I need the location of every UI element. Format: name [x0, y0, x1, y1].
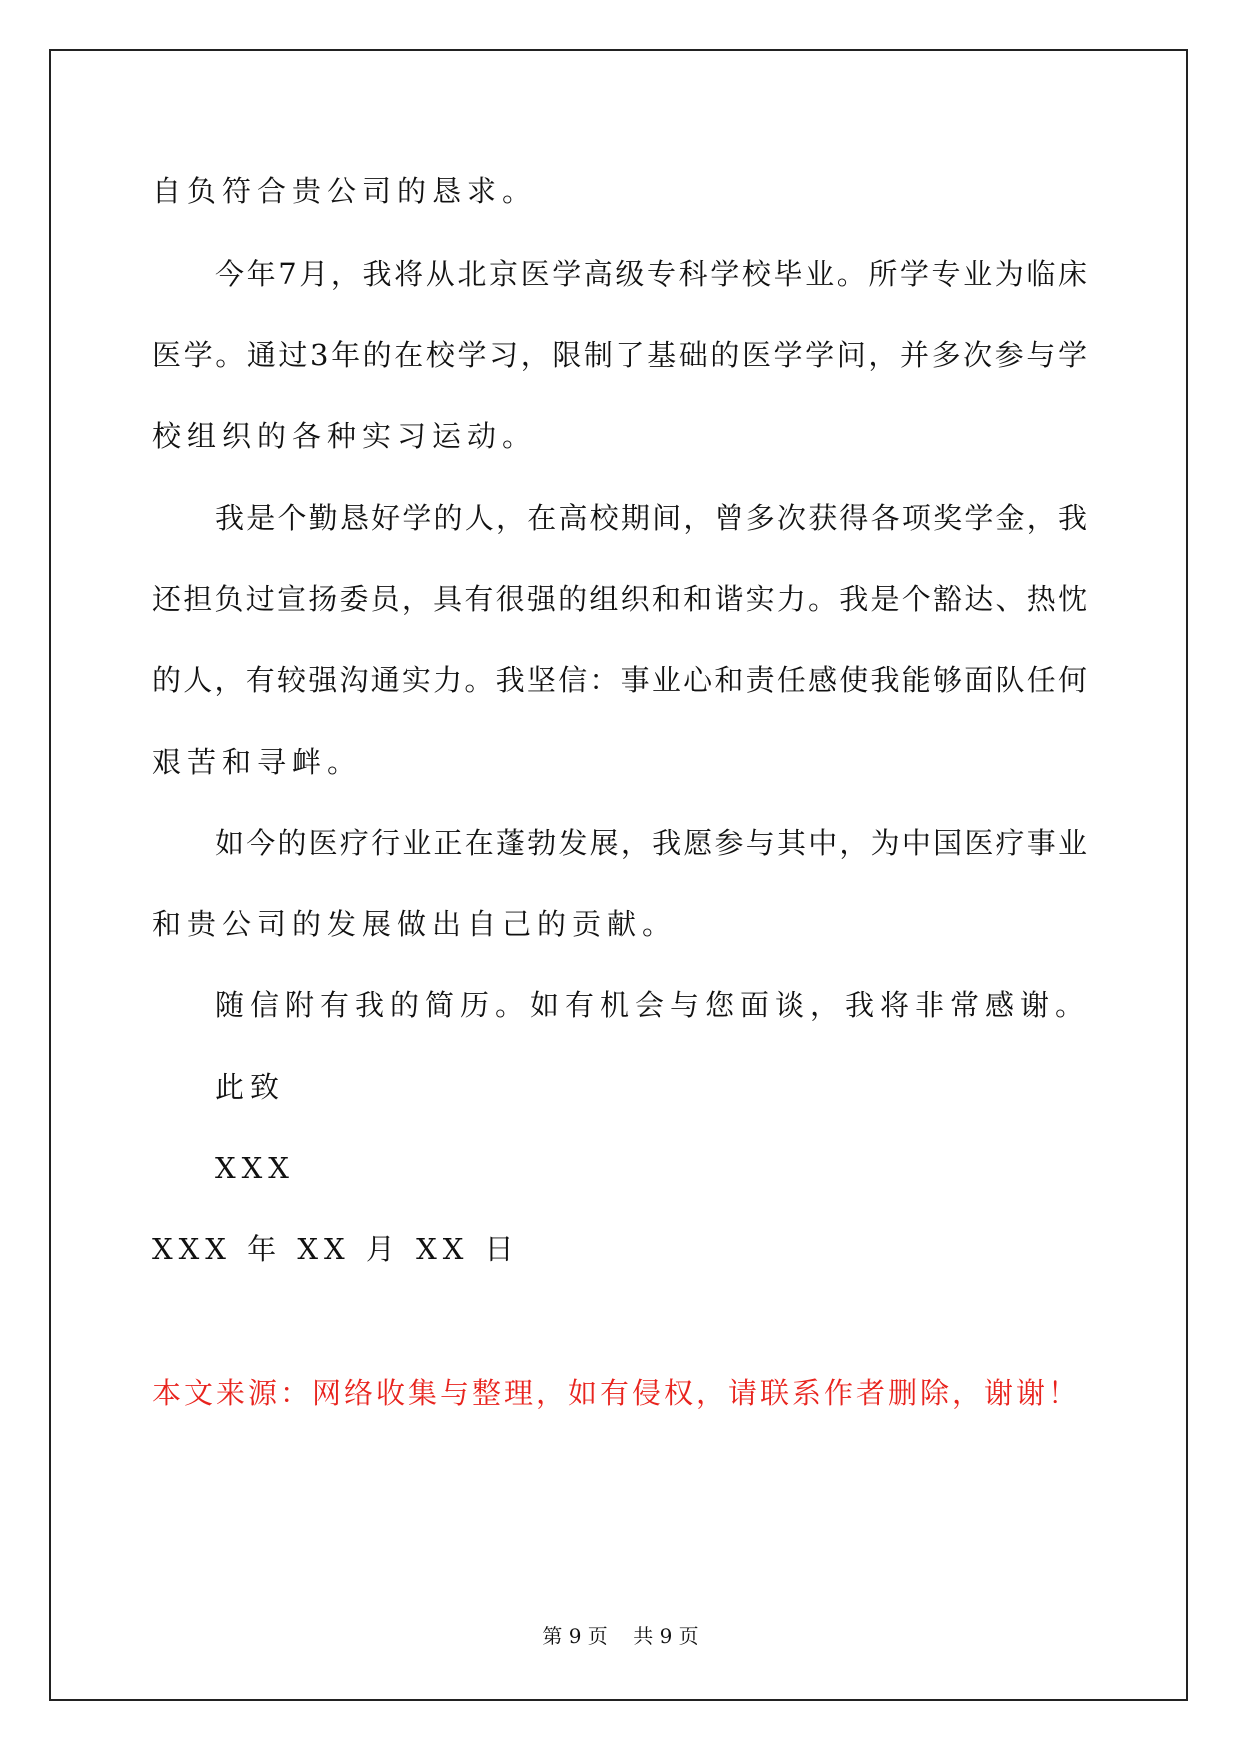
body-line-7: 的人，有较强沟通实力。我坚信：事业心和责任感使我能够面队任何	[152, 663, 1087, 697]
body-line-1: 自负符合贵公司的恳求。	[152, 174, 538, 208]
body-line-3: 医学。通过3年的在校学习，限制了基础的医学学问，并多次参与学	[152, 338, 1087, 372]
body-line-10: 和贵公司的发展做出自己的贡献。	[152, 907, 678, 941]
body-line-6: 还担负过宣扬委员，具有很强的组织和和谐实力。我是个豁达、热忱	[152, 582, 1087, 616]
page-border	[49, 49, 1188, 1701]
date-line: XXX 年 XX 月 XX 日	[152, 1232, 520, 1266]
closing-line: 此致	[215, 1070, 286, 1104]
signature-line: XXX	[215, 1151, 295, 1185]
page-footer: 第 9 页 共 9 页	[542, 1624, 699, 1648]
body-line-8: 艰苦和寻衅。	[152, 745, 363, 779]
body-line-5: 我是个勤恳好学的人，在高校期间，曾多次获得各项奖学金，我	[215, 501, 1087, 535]
body-line-4: 校组织的各种实习运动。	[152, 419, 538, 453]
body-line-11: 随信附有我的简历。如有机会与您面谈，我将非常感谢。	[215, 988, 1091, 1022]
source-note: 本文来源：网络收集与整理，如有侵权，请联系作者删除，谢谢！	[152, 1376, 1081, 1410]
body-line-2: 今年7月，我将从北京医学高级专科学校毕业。所学专业为临床	[215, 257, 1087, 291]
body-line-9: 如今的医疗行业正在蓬勃发展，我愿参与其中，为中国医疗事业	[215, 826, 1087, 860]
